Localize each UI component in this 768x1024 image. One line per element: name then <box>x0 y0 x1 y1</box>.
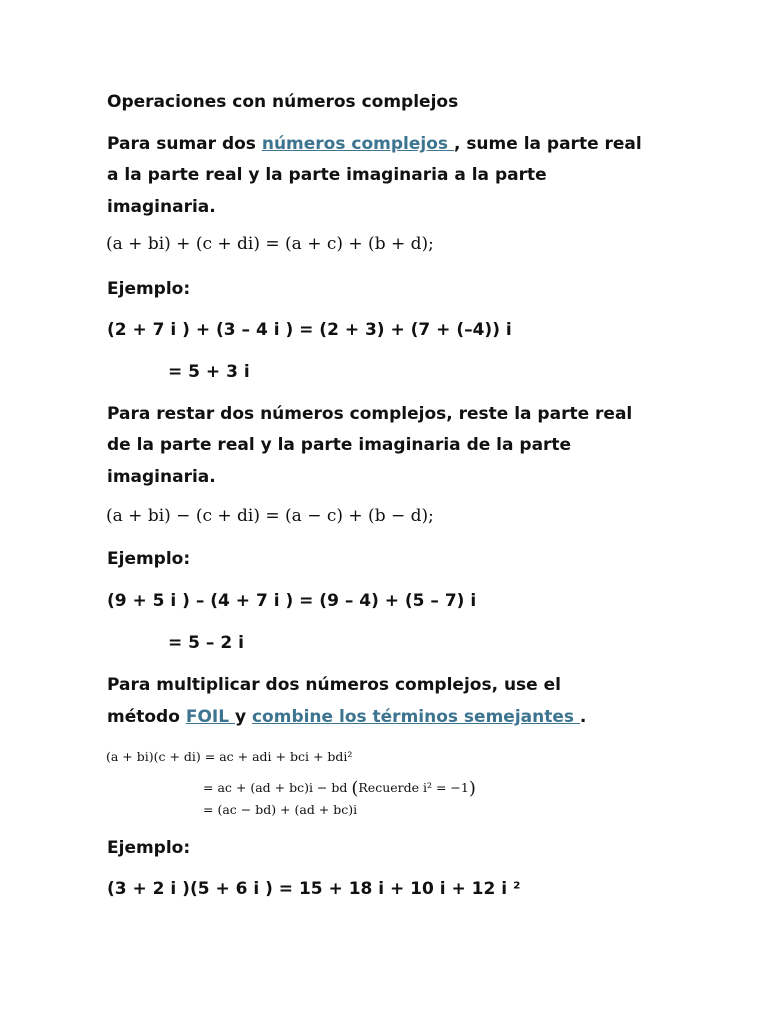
page-title: Operaciones con números complejos <box>107 92 459 112</box>
numeros-complejos-link[interactable]: números complejos <box>261 134 454 154</box>
multiply-text-after: . <box>579 707 587 727</box>
multiply-formula-line-2 <box>203 778 476 799</box>
sum-formula: (a + bi) + (c + di) = (a + c) + (b + d); <box>106 234 434 254</box>
multiply-example-label: Ejemplo: <box>107 838 191 858</box>
foil-link[interactable]: FOIL <box>185 707 235 727</box>
sum-paragraph-line-1 <box>107 136 642 153</box>
multiply-paragraph-line-1: Para multiplicar dos números complejos, use el <box>107 675 561 695</box>
sum-example-line-2: = 5 + 3 i <box>168 362 250 382</box>
left-brace: ( <box>351 778 359 799</box>
subtract-example-line-2: = 5 – 2 i <box>168 633 244 653</box>
multiply-formula-line-1: (a + bi)(c + di) = ac + adi + bci + bdi² <box>106 749 353 764</box>
subtract-example-line-1: (9 + 5 i ) – (4 + 7 i ) = (9 – 4) + (5 – 7) i <box>107 591 477 611</box>
subtract-paragraph-line-3: imaginaria. <box>107 467 216 487</box>
sum-paragraph-line-3: imaginaria. <box>107 197 216 217</box>
multiply-example-line-1: (3 + 2 i )(5 + 6 i ) = 15 + 18 i + 10 i + 12 i ² <box>107 879 521 899</box>
sum-example-line-1: (2 + 7 i ) + (3 – 4 i ) = (2 + 3) + (7 + (–4)) i <box>107 320 512 340</box>
multiply-text-before: método <box>107 707 186 727</box>
multiply-text-mid: y <box>234 707 252 727</box>
subtract-formula: (a + bi) − (c + di) = (a − c) + (b − d); <box>106 506 434 526</box>
multiply-formula-line-3: = (ac − bd) + (ad + bc)i <box>203 802 358 817</box>
right-brace: ) <box>468 778 476 799</box>
sum-paragraph-line-2: a la parte real y la parte imaginaria a la parte <box>107 165 547 185</box>
subtract-example-label: Ejemplo: <box>107 549 191 569</box>
sum-text-after: , sume la parte real <box>453 134 642 154</box>
combine-terms-link[interactable]: combine los términos semejantes <box>251 707 580 727</box>
subtract-paragraph-line-1: Para restar dos números complejos, reste la parte real <box>107 404 633 424</box>
sum-example-label: Ejemplo: <box>107 279 191 299</box>
subtract-paragraph-line-2: de la parte real y la parte imaginaria de la parte <box>107 435 572 455</box>
multiply-formula-line-2-text: = ac + (ad + bc)i − bd <box>203 780 348 795</box>
multiply-paragraph-line-2 <box>107 709 586 726</box>
multiply-formula-note: Recuerde i² = −1 <box>358 780 469 795</box>
sum-text-before: Para sumar dos <box>107 134 262 154</box>
